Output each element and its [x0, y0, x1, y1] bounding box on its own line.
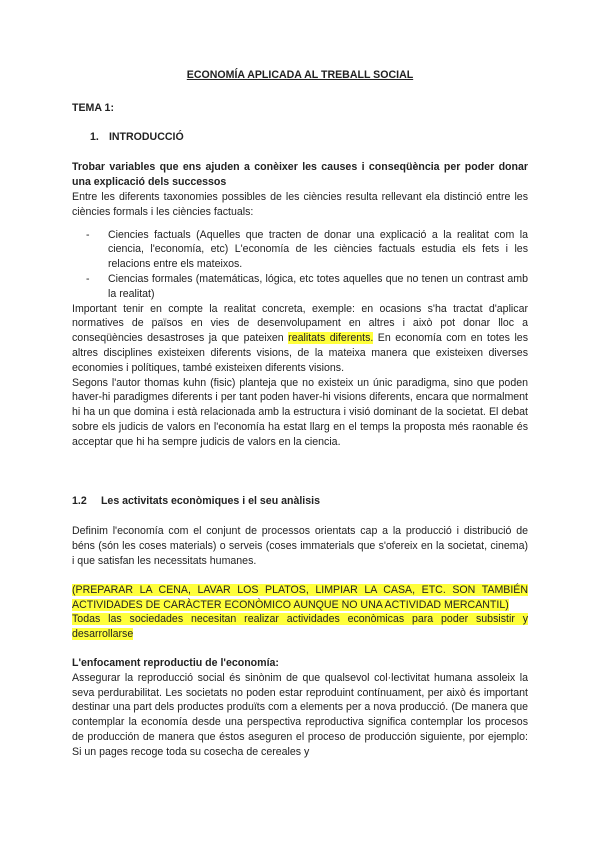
highlight-societats: Todas las sociedades necesitan realizar actividades econòmicas para poder subsistir y desarrollarse: [72, 613, 528, 641]
paragraph-definicio: Definim l'economía com el conjunt de processos orientats cap a la producció i distribució de béns (són les coses materials) o serveis (coses immaterials que s'ofereix en la societat, cinema) i que satisfan les necessitats humanes.: [72, 525, 528, 567]
subheading-enfocament: L'enfocament reproductiu de l'economía:: [72, 656, 279, 669]
dash-bullet: -: [86, 272, 90, 285]
section-1-heading: [90, 130, 528, 145]
list-item: [72, 272, 528, 302]
section-1-2-title: Les activitats econòmiques i el seu anàlisis: [100, 494, 320, 507]
document-title: ECONOMÍA APLICADA AL TREBALL SOCIAL: [186, 69, 414, 81]
highlighted-note-2: [72, 612, 528, 642]
highlighted-note-1: [72, 583, 528, 613]
dash-bullet: -: [86, 228, 90, 241]
tema-heading: TEMA 1:: [72, 101, 114, 114]
section-1-2-heading: [72, 494, 528, 509]
section-1-number: 1.: [90, 130, 99, 143]
list-item-text: Ciencias formales (matemáticas, lógica, etc totes aquelles que no tenen un contrast amb la realitat): [108, 272, 528, 300]
lead-paragraph: Trobar variables que ens ajuden a conèixer les causes i conseqüència per poder donar una explicació dels successos: [72, 161, 528, 189]
paragraph-gap: [72, 569, 528, 583]
paragraph-realitat-end: En economía com en totes les altres disciplines existeixen diferents visions, de la mateixa manera que existeixen diverses economies i polítiques, també existeixen diferents visions.: [72, 332, 528, 374]
paragraph-taxonomies: Entre les diferents taxonomies possibles de les ciències resulta rellevant ela distinció entre les ciències formals i les ciències factuals:: [72, 190, 528, 218]
section-gap: [72, 450, 528, 494]
science-types-list: [72, 228, 528, 302]
paragraph-realitat-start: Important tenir en compte la realitat concreta, exemple: en ocasions s'ha tractat d'aplicar normatives de països en vies de desenvolupament en altres i això pot donar lloc a conseqüències desastroses ja que pateixen: [72, 302, 528, 345]
list-item: [72, 228, 528, 272]
highlight-activitats: (PREPARAR LA CENA, LAVAR LOS PLATOS, LIMPIAR LA CASA, ETC. SON TAMBIÉN ACTIVIDADES DE CARÀCTER ECONÒMICO AUNQUE NO UNA ACTIVIDAD MERCANTIL): [72, 583, 528, 611]
list-item-text: Ciencies factuals (Aquelles que tracten de donar una explicació a la realitat com la ciencia, l'economía, etc) L'economía de les ciències factuals estudia els fets i les relacions entre els mateixos.: [108, 228, 528, 271]
section-1-2-number: 1.2: [72, 494, 87, 507]
paragraph-gap: [72, 642, 528, 656]
highlight-realitats-diferents: realitats diferents.: [288, 332, 374, 345]
paragraph-kuhn: Segons l'autor thomas kuhn (fisic) planteja que no existeix un únic paradigma, sino que poden haver-hi paradigmes diferents i per tant poden haver-hi visions diferents, encara que normalment hi ha un que domina i està relacionada amb la estructura i visió dominant de la societat. El debat sobre els judicis de valors en l'economía ha estat llarg en el temps la proposta més raonable és acceptar que hi ha sempre judicis de valors en la ciencia.: [72, 376, 528, 448]
section-1-title: INTRODUCCIÓ: [108, 130, 184, 143]
paragraph-realitat: [72, 302, 528, 376]
paragraph-reproduccio: Assegurar la reproducció social és sinònim de que qualsevol col·lectivitat humana assoleix la seva perdurabilitat. Les societats no poden estar reproduint contínuament, per això és important destinar una part dels productes produïts com a elements per a nova producció. (De manera que contemplar la economía desde una perspectiva reproductiva significa contemplar los procesos de producción de manera que éstos aseguren el proceso de producción siguiente, por ejemplo: Si un pages recoge toda su cosecha de cereales y: [72, 671, 528, 758]
